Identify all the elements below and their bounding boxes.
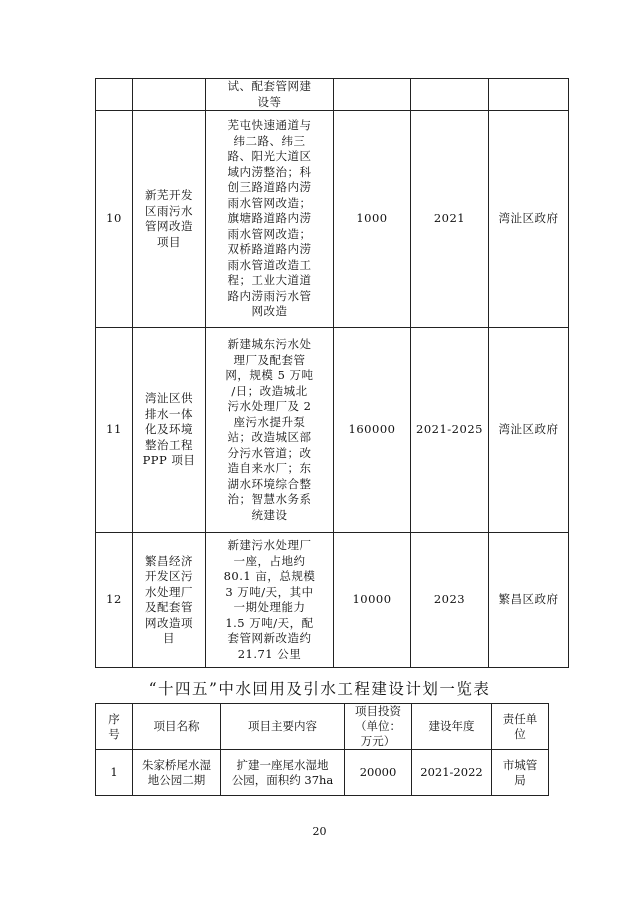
- table-row: [96, 79, 569, 111]
- cell-year: 2021: [411, 111, 489, 328]
- table-row: [96, 750, 549, 796]
- cell-investment: 1000: [334, 111, 411, 328]
- cell-content: 新建污水处理厂 一座，占地约 80.1 亩，总规模 3 万吨/天，其中 一期处理能力 1.5 万吨/天，配 套管网新改造约 21.71 公里: [206, 533, 334, 668]
- cell-content: 新建城东污水处 理厂及配套管 网，规模 5 万吨 /日；改造城北 污水处理厂及 2 座污水提升泵 站；改造城区部 分污水管道；改 造自来水厂；东 湖水环境综合整 治；智慧水务系 统建设: [206, 328, 334, 533]
- cell-no: 11: [96, 328, 133, 533]
- cell-content: 扩建一座尾水湿地 公园，面积约 37ha: [221, 750, 345, 796]
- cell-year: 2021-2025: [411, 328, 489, 533]
- table-row: [96, 111, 569, 328]
- header-no: 序 号: [96, 704, 133, 750]
- cell-name: [133, 79, 206, 111]
- header-name: 项目名称: [133, 704, 221, 750]
- cell-name: 新芜开发 区雨污水 管网改造 项目: [133, 111, 206, 328]
- cell-responsible: 繁昌区政府: [489, 533, 569, 668]
- cell-investment: 10000: [334, 533, 411, 668]
- cell-responsible: 市城管 局: [492, 750, 549, 796]
- cell-name: 朱家桥尾水湿 地公园二期: [133, 750, 221, 796]
- cell-no: 1: [96, 750, 133, 796]
- table-title: “十四五”中水回用及引水工程建设计划一览表: [148, 680, 491, 698]
- cell-name: 繁昌经济 开发区污 水处理厂 及配套管 网改造项 目: [133, 533, 206, 668]
- table-header-row: [96, 704, 549, 750]
- cell-year: [411, 79, 489, 111]
- cell-investment: 160000: [334, 328, 411, 533]
- header-responsible: 责任单 位: [492, 704, 549, 750]
- cell-responsible: 湾沚区政府: [489, 328, 569, 533]
- table-row: [96, 328, 569, 533]
- cell-responsible: 湾沚区政府: [489, 111, 569, 328]
- cell-year: 2023: [411, 533, 489, 668]
- project-table-continued: [95, 78, 569, 668]
- cell-name: 湾沚区供 排水一体 化及环境 整治工程 PPP 项目: [133, 328, 206, 533]
- cell-no: 12: [96, 533, 133, 668]
- page-number: 20: [312, 825, 327, 838]
- cell-content: 试、配套管网建 设等: [206, 79, 334, 111]
- header-content: 项目主要内容: [221, 704, 345, 750]
- cell-no: 10: [96, 111, 133, 328]
- cell-investment: 20000: [345, 750, 412, 796]
- water-reuse-plan-table: [95, 703, 549, 796]
- header-year: 建设年度: [412, 704, 492, 750]
- cell-investment: [334, 79, 411, 111]
- table-row: [96, 533, 569, 668]
- header-investment: 项目投资 （单位： 万元）: [345, 704, 412, 750]
- cell-no: [96, 79, 133, 111]
- cell-year: 2021-2022: [412, 750, 492, 796]
- cell-content: 芜屯快速通道与 纬二路、纬三 路、阳光大道区 域内涝整治；科 创三路道路内涝 雨水管网改造； 旗塘路道路内涝 雨水管网改造； 双桥路道路内涝 雨水管道改造工 程；工业大道道 路内涝雨污水管 网改造: [206, 111, 334, 328]
- cell-responsible: [489, 79, 569, 111]
